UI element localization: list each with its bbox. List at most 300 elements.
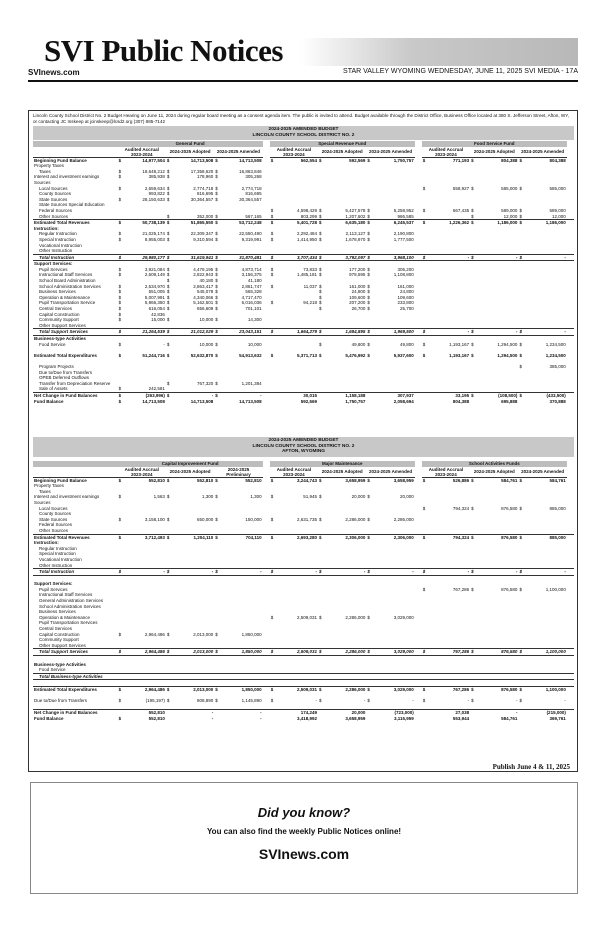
row-label: Local Sources: [39, 185, 68, 191]
currency-sign: $: [118, 185, 122, 191]
cell-value: 1,108,800: [393, 272, 414, 278]
cell-value: 14,713,508: [190, 157, 214, 163]
cell-value: -: [173, 569, 214, 576]
currency-sign: $: [215, 294, 218, 300]
currency-sign: $: [471, 477, 474, 483]
cell-value: 552,810: [148, 715, 165, 721]
row-label: Instructional Staff Services: [39, 272, 93, 278]
currency-sign: $: [215, 213, 218, 219]
currency-sign: $: [518, 254, 525, 261]
currency-sign: [270, 399, 277, 405]
currency-sign: $: [118, 649, 125, 656]
cell-value: 6,245,537: [373, 220, 414, 226]
cell-value: 2,964,486: [144, 631, 165, 637]
row-label: Due to/Due from Transfers: [39, 369, 93, 375]
currency-sign: $: [518, 534, 525, 540]
row-label: Support Services:: [34, 581, 73, 587]
cell-value: 876,580: [501, 505, 518, 511]
currency-sign: $: [367, 283, 370, 289]
section-header-2: [33, 437, 574, 457]
currency-sign: $: [214, 649, 221, 656]
currency-sign: $: [319, 352, 322, 358]
budget-table-1: [33, 141, 574, 404]
row-label: Support Services:: [34, 261, 73, 267]
currency-sign: $: [118, 306, 122, 312]
currency-sign: $: [422, 329, 429, 336]
currency-sign: $: [118, 231, 122, 237]
currency-sign: $: [166, 168, 170, 174]
cell-value: 53,712,248: [221, 220, 262, 226]
currency-sign: $: [366, 649, 373, 656]
cell-value: 4,873,714: [241, 266, 262, 272]
currency-sign: $: [422, 569, 429, 576]
column-header: Audited Accrual 2023-2024: [270, 147, 318, 158]
currency-sign: $: [118, 300, 122, 306]
cell-value: 667,435: [452, 207, 470, 213]
currency-sign: [366, 399, 373, 405]
currency-sign: $: [318, 649, 325, 656]
cell-value: 565,328: [245, 289, 262, 295]
currency-sign: $: [166, 266, 170, 272]
currency-sign: $: [270, 213, 274, 219]
currency-sign: $: [214, 220, 221, 226]
currency-sign: $: [215, 341, 218, 347]
currency-sign: $: [215, 317, 218, 323]
currency-sign: $: [519, 341, 522, 347]
cell-value: 27,038: [429, 710, 470, 716]
currency-sign: [470, 716, 477, 722]
currency-sign: $: [166, 294, 170, 300]
cell-value: 2,861,747: [241, 283, 262, 289]
currency-sign: $: [470, 649, 477, 656]
cell-value: 808,890: [196, 698, 214, 704]
cell-value: 385,000: [549, 363, 566, 369]
currency-sign: $: [270, 477, 274, 483]
currency-sign: $: [166, 380, 170, 386]
currency-sign: $: [166, 317, 170, 323]
cell-value: 589,000: [549, 207, 566, 213]
cell-value: (723,000): [373, 710, 414, 716]
currency-sign: $: [270, 236, 274, 242]
cell-value: (263,996): [125, 392, 166, 398]
cell-value: 1,226,362: [429, 220, 470, 226]
cell-value: (108,500): [477, 392, 518, 398]
cell-value: 307,937: [373, 392, 414, 398]
row-label: Other Instruction: [39, 562, 73, 568]
cell-value: 30,364,557: [190, 196, 214, 202]
cell-value: [221, 680, 262, 687]
currency-sign: $: [422, 220, 429, 226]
budget-notice: [28, 110, 578, 772]
cell-value: -: [525, 254, 566, 261]
currency-sign: $: [519, 185, 522, 191]
cell-value: 41,180: [247, 278, 262, 284]
currency-sign: $: [367, 266, 370, 272]
cell-value: 1,201,384: [241, 380, 262, 386]
cell-value: 803,299: [300, 213, 318, 219]
cell-value: -: [221, 710, 262, 716]
currency-sign: $: [318, 569, 325, 576]
cell-value: 28,150,633: [142, 196, 165, 202]
currency-sign: $: [214, 534, 221, 540]
cell-value: 21,012,029: [173, 329, 214, 336]
currency-sign: $: [270, 283, 274, 289]
cell-value: [477, 680, 518, 687]
row-label: Net Change in Fund Balances: [33, 392, 118, 398]
currency-sign: $: [471, 157, 474, 163]
currency-sign: $: [367, 614, 370, 620]
currency-sign: $: [118, 329, 125, 336]
row-label: Capital Construction: [39, 631, 80, 637]
promo-url[interactable]: SVInews.com: [258, 846, 350, 862]
column-header-row: [33, 147, 574, 158]
row-label: Operation & Maintenance: [39, 614, 91, 620]
currency-sign: $: [166, 191, 170, 197]
cell-value: 3,658,959: [345, 477, 366, 483]
cell-value: 558,927: [452, 185, 470, 191]
row-label: Other Instruction: [39, 248, 73, 254]
currency-sign: $: [319, 341, 322, 347]
cell-value: 1,204,110: [173, 534, 214, 540]
currency-sign: $: [166, 477, 170, 483]
table-row: [33, 649, 574, 656]
row-label: Pupil Transportation Services: [39, 620, 98, 626]
row-label: Special Instruction: [39, 551, 76, 557]
row-label: Local Sources: [39, 505, 68, 511]
cell-value: 2,306,000: [373, 534, 414, 540]
row-label: Food Service: [39, 667, 66, 673]
column-header: 2024-2025 Adopted: [470, 147, 518, 158]
currency-sign: [118, 673, 125, 680]
cell-value: 20,000: [351, 494, 366, 500]
row-label: Other Support Services: [39, 322, 86, 328]
cell-value: 1,750,757: [393, 157, 414, 163]
currency-sign: $: [318, 686, 325, 692]
row-label: State Sources: [39, 196, 68, 202]
currency-sign: $: [214, 569, 221, 576]
currency-sign: $: [471, 185, 474, 191]
currency-sign: $: [270, 649, 277, 656]
row-label: School Administration Services: [39, 283, 101, 289]
column-header: 2024-2025 Amended: [214, 147, 262, 158]
currency-sign: $: [215, 283, 218, 289]
currency-sign: $: [367, 213, 370, 219]
row-label: County Sources: [39, 511, 72, 517]
cell-value: 2,964,486: [125, 686, 166, 692]
currency-sign: $: [215, 231, 218, 237]
cell-value: 5,937,600: [393, 352, 414, 358]
cell-value: 23,043,151: [221, 329, 262, 336]
cell-value: 1,678,970: [345, 236, 366, 242]
row-label: Transfer from Depreciation Reserve: [39, 380, 111, 386]
dateline: STAR VALLEY WYOMING WEDNESDAY, JUNE 11, 2025 SVI MEDIA - 17A: [343, 68, 578, 75]
cell-value: 4,479,195: [193, 266, 214, 272]
cell-value: 14,713,508: [239, 398, 262, 404]
currency-sign: $: [215, 168, 218, 174]
currency-sign: $: [519, 352, 522, 358]
cell-value: 2,774,718: [241, 185, 262, 191]
cell-value: 3,244,743: [297, 477, 318, 483]
row-label: County Sources: [39, 191, 72, 197]
cell-value: 150,000: [245, 516, 262, 522]
currency-sign: $: [214, 254, 221, 261]
currency-sign: $: [166, 283, 170, 289]
currency-sign: $: [118, 236, 122, 242]
row-label: Other Sources: [39, 213, 69, 219]
currency-sign: $: [318, 534, 325, 540]
currency-sign: [214, 399, 221, 405]
cell-value: 15,000: [151, 317, 165, 323]
currency-sign: $: [166, 300, 170, 306]
currency-sign: [518, 716, 525, 722]
row-label: Business Services: [39, 609, 76, 615]
currency-sign: [518, 680, 525, 687]
cell-value: 30,015: [277, 392, 318, 398]
promo-heading: Did you know?: [257, 805, 351, 820]
currency-sign: [166, 399, 173, 405]
cell-value: 3,156,375: [241, 272, 262, 278]
cell-value: 2,822,943: [193, 272, 214, 278]
cell-value: 17,358,620: [190, 168, 214, 174]
cell-value: -: [515, 698, 518, 704]
cell-value: 1,193,167: [449, 341, 470, 347]
cell-value: [373, 680, 414, 687]
cell-value: -: [477, 329, 518, 336]
promo-subtext: You can also find the weekly Public Notices online!: [206, 827, 402, 836]
currency-sign: $: [270, 352, 274, 358]
currency-sign: $: [367, 516, 370, 522]
cell-value: 1,100,000: [545, 586, 566, 592]
currency-sign: [470, 399, 477, 405]
cell-value: -: [412, 698, 414, 704]
cell-value: -: [373, 569, 414, 576]
row-label: State Sources Special Education: [39, 202, 105, 208]
section-header-1: [33, 126, 574, 140]
currency-sign: $: [518, 392, 525, 398]
row-label: Taxes: [39, 168, 51, 174]
cell-value: [429, 673, 470, 680]
currency-sign: $: [166, 392, 173, 398]
currency-sign: $: [471, 505, 474, 511]
cell-value: 1,186,000: [525, 220, 566, 226]
currency-sign: $: [519, 505, 522, 511]
cell-value: 656,609: [196, 306, 214, 312]
currency-sign: [270, 680, 277, 687]
currency-sign: $: [366, 220, 373, 226]
cell-value: 1,850,000: [241, 631, 262, 637]
currency-sign: $: [367, 207, 370, 213]
currency-sign: $: [366, 534, 373, 540]
currency-sign: $: [118, 698, 122, 704]
cell-value: 385,938: [148, 174, 165, 180]
row-label: Property Taxes: [34, 483, 64, 489]
currency-sign: $: [319, 157, 322, 163]
column-header: 2024-2025 Adopted: [470, 467, 518, 478]
currency-sign: $: [118, 294, 122, 300]
cell-value: 2,659,634: [144, 185, 165, 191]
currency-sign: $: [470, 254, 477, 261]
row-label: Sale of Assets: [39, 386, 68, 392]
cell-value: [325, 673, 366, 680]
currency-sign: $: [270, 300, 274, 306]
cell-value: 26,700: [351, 306, 366, 312]
masthead-graphic: [300, 38, 578, 66]
cell-value: 552,810: [196, 477, 214, 483]
cell-value: [477, 673, 518, 680]
currency-sign: $: [318, 220, 325, 226]
currency-sign: [214, 716, 221, 722]
cell-value: 12,000: [552, 213, 566, 219]
site-name[interactable]: SVInews.com: [28, 68, 80, 77]
cell-value: 109,600: [397, 294, 414, 300]
currency-sign: $: [166, 157, 170, 163]
cell-value: 3,029,000: [393, 614, 414, 620]
currency-sign: $: [166, 306, 170, 312]
section-header-2-line3: AFTON, WYOMING: [281, 449, 326, 454]
cell-value: 9,319,991: [241, 236, 262, 242]
table-row: [33, 716, 574, 722]
cell-value: 2,534,970: [144, 283, 165, 289]
cell-value: -: [429, 569, 470, 576]
column-header: 2024-2025 Adopted: [318, 147, 366, 158]
cell-value: 1,158,188: [325, 392, 366, 398]
cell-value: 2,609,149: [144, 272, 165, 278]
currency-sign: $: [118, 569, 125, 576]
cell-value: 3,029,000: [373, 649, 414, 656]
currency-sign: $: [215, 494, 218, 500]
currency-sign: $: [471, 586, 474, 592]
cell-value: 767,286: [429, 649, 470, 656]
currency-sign: $: [422, 505, 426, 511]
currency-sign: $: [366, 686, 373, 692]
currency-sign: $: [367, 341, 370, 347]
cell-value: -: [525, 569, 566, 576]
cell-value: 14,713,508: [190, 398, 214, 404]
cell-value: 2,774,718: [193, 185, 214, 191]
column-header: 2024-2025 Adopted: [166, 147, 214, 158]
currency-sign: $: [215, 516, 218, 522]
cell-value: -: [211, 715, 214, 721]
currency-sign: $: [422, 534, 429, 540]
cell-value: 2,113,127: [345, 231, 366, 237]
currency-sign: $: [367, 698, 370, 704]
row-label: Central Services: [39, 626, 73, 632]
currency-sign: $: [270, 254, 277, 261]
currency-sign: [518, 399, 525, 405]
currency-sign: $: [214, 329, 221, 336]
cell-value: 14,300: [247, 317, 262, 323]
currency-sign: $: [367, 231, 370, 237]
currency-sign: $: [118, 392, 125, 398]
cell-value: 1,969,500: [373, 329, 414, 336]
row-label: School Board Administration: [39, 278, 96, 284]
currency-sign: $: [518, 649, 525, 656]
currency-sign: $: [367, 352, 370, 358]
row-label: Pupil Services: [39, 266, 68, 272]
currency-sign: $: [366, 254, 373, 261]
row-label: Total Support Services: [33, 649, 118, 656]
cell-value: 4,598,429: [297, 207, 318, 213]
cell-value: 21,025,174: [142, 231, 165, 237]
cell-value: 771,193: [452, 157, 470, 163]
currency-sign: $: [118, 254, 125, 261]
fund-group-label: Capital Improvement Fund: [118, 461, 263, 467]
cell-value: 3,658,959: [393, 477, 414, 483]
currency-sign: $: [318, 329, 325, 336]
table-row: [33, 329, 574, 336]
currency-sign: $: [471, 213, 474, 219]
cell-value: 794,324: [429, 534, 470, 540]
table-row: [33, 254, 574, 261]
cell-value: 20,000: [399, 494, 414, 500]
currency-sign: $: [422, 254, 429, 261]
cell-value: 8,955,003: [144, 236, 165, 242]
cell-value: 3,712,493: [125, 534, 166, 540]
currency-sign: $: [166, 174, 170, 180]
currency-sign: $: [166, 185, 170, 191]
cell-value: 177,200: [349, 266, 366, 272]
cell-value: -: [260, 715, 262, 721]
currency-sign: $: [215, 191, 218, 197]
row-label: Fund Balance: [34, 715, 64, 721]
cell-value: [429, 680, 470, 687]
cell-value: 701,101: [245, 306, 262, 312]
currency-sign: [318, 399, 325, 405]
cell-value: 1,563: [153, 494, 165, 500]
currency-sign: $: [319, 289, 322, 295]
cell-value: 305,268: [245, 174, 262, 180]
cell-value: [373, 673, 414, 680]
cell-value: 1,294,500: [497, 352, 518, 358]
cell-value: (215,000): [525, 710, 566, 716]
currency-sign: $: [166, 569, 173, 576]
column-header: Audited Accrual 2023-2024: [422, 467, 470, 478]
cell-value: 650,000: [196, 516, 214, 522]
currency-sign: $: [215, 174, 218, 180]
row-label: Community Support: [39, 637, 79, 643]
row-label: [33, 680, 118, 687]
row-label: Estimated Total Revenues: [33, 534, 118, 540]
column-header: 2024-2025 Preliminary: [214, 467, 262, 478]
currency-sign: $: [118, 266, 122, 272]
cell-value: 804,388: [452, 398, 470, 404]
column-header: 2024-2025 Amended: [518, 467, 566, 478]
section-header-2-line1: 2024-2025 AMENDED BUDGET: [268, 438, 339, 443]
currency-sign: $: [422, 686, 429, 692]
cell-value: 14,977,504: [142, 157, 165, 163]
currency-sign: $: [166, 341, 170, 347]
row-label: General Administration Services: [39, 598, 104, 604]
row-label: Other Support Services: [39, 642, 86, 648]
cell-value: 2,190,800: [393, 231, 414, 237]
currency-sign: $: [319, 300, 322, 306]
currency-sign: $: [166, 236, 170, 242]
cell-value: 2,693,280: [277, 534, 318, 540]
table-row: [33, 569, 574, 576]
fund-group-label: Special Revenue Fund: [270, 141, 415, 147]
row-label: Estimated Total Expenditures: [34, 352, 97, 358]
currency-sign: $: [519, 477, 522, 483]
row-label: Program Projects: [39, 363, 74, 369]
section-header-2-line2: LINCOLN COUNTY SCHOOL DISTRICT NO. 2: [252, 443, 355, 449]
row-label: Total Instruction: [33, 254, 118, 261]
cell-value: 22,309,347: [190, 231, 214, 237]
currency-sign: $: [166, 231, 170, 237]
currency-sign: $: [367, 236, 370, 242]
cell-value: 24,800: [399, 289, 414, 295]
cell-value: 584,761: [501, 715, 518, 721]
currency-sign: $: [319, 477, 322, 483]
